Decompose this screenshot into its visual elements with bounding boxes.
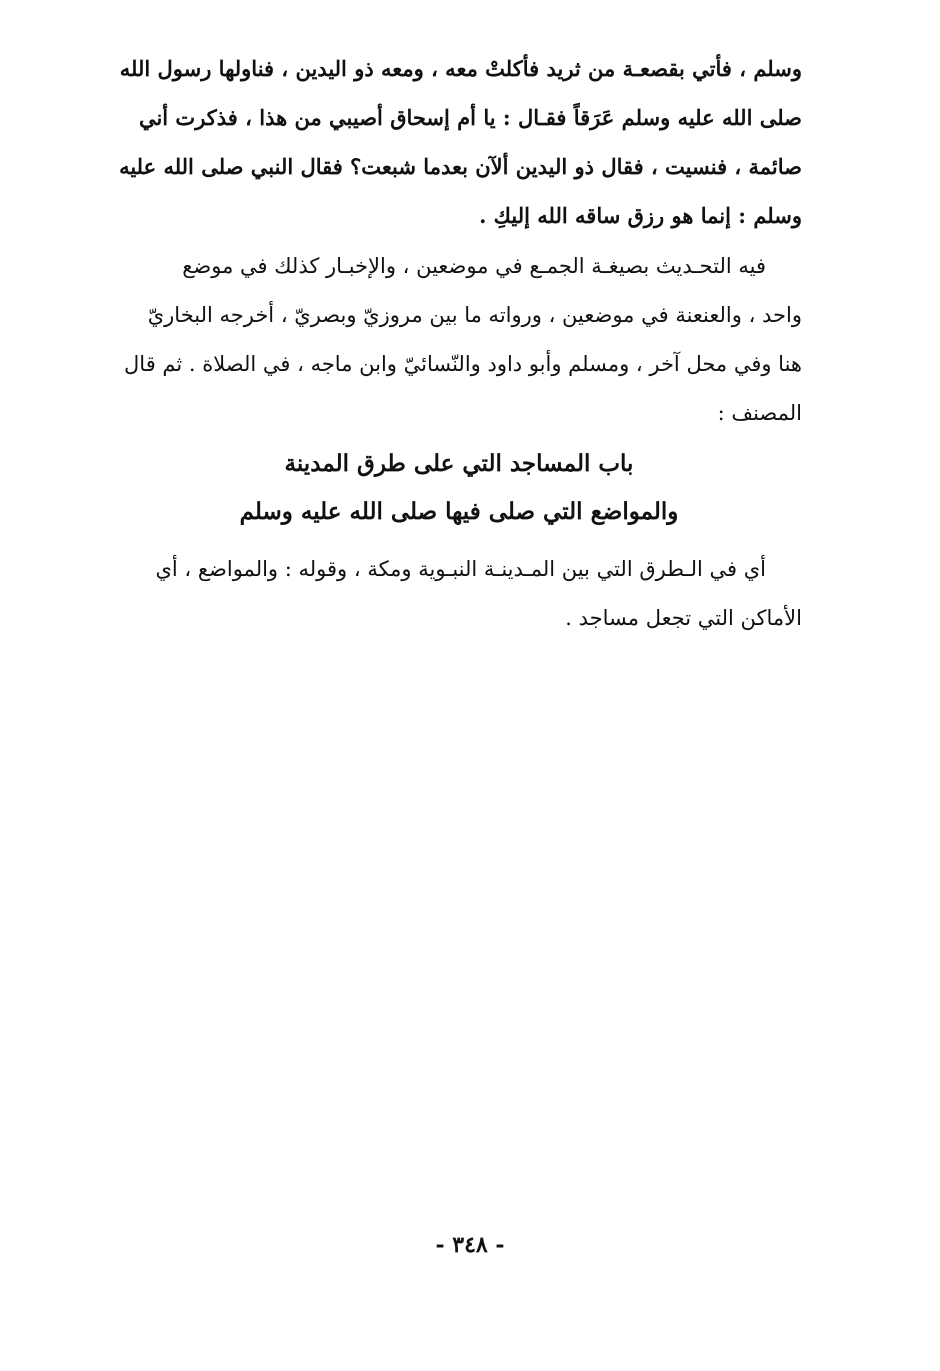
text-line: واحد ، والعنعنة في موضعين ، ورواته ما بين مروزيّ وبصريّ ، أخرجه البخاريّ xyxy=(147,303,802,327)
heading-line: والمواضع التي صلى فيها صلى الله عليه وسلم xyxy=(239,498,679,525)
text-line: المصنف : xyxy=(717,401,802,425)
commentary-paragraph xyxy=(116,242,802,438)
chapter-heading xyxy=(116,440,802,536)
explanation-paragraph xyxy=(116,545,802,643)
text-line: الأماكن التي تجعل مساجد . xyxy=(565,606,802,630)
heading-line: باب المساجد التي على طرق المدينة xyxy=(284,450,634,477)
text-line: وسلم ، فأتي بقصعـة من ثريد فأكلتْ معه ، ومعه ذو اليدين ، فناولها رسول الله xyxy=(119,56,802,81)
text-line: فيه التحـديث بصيغـة الجمـع في موضعين ، والإخبـار كذلك في موضع xyxy=(182,254,766,278)
page-number: - ٣٤٨ - xyxy=(435,1232,505,1258)
hadith-paragraph xyxy=(116,44,802,240)
text-line: وسلم : إنما هو رزق ساقه الله إليكِ . xyxy=(479,203,802,228)
text-line: أي في الـطرق التي بين المـدينـة النبـوية ومكة ، وقوله : والمواضع ، أي xyxy=(155,557,766,581)
text-line: هنا وفي محل آخر ، ومسلم وأبو داود والنّسائيّ وابن ماجه ، في الصلاة . ثم قال xyxy=(124,352,802,376)
text-line: صلى الله عليه وسلم عَرَقاً فقـال : يا أم إسحاق أصيبي من هذا ، فذكرت أني xyxy=(138,105,802,130)
text-line: صائمة ، فنسيت ، فقال ذو اليدين ألآن بعدما شبعت؟ فقال النبي صلى الله عليه xyxy=(119,154,802,179)
